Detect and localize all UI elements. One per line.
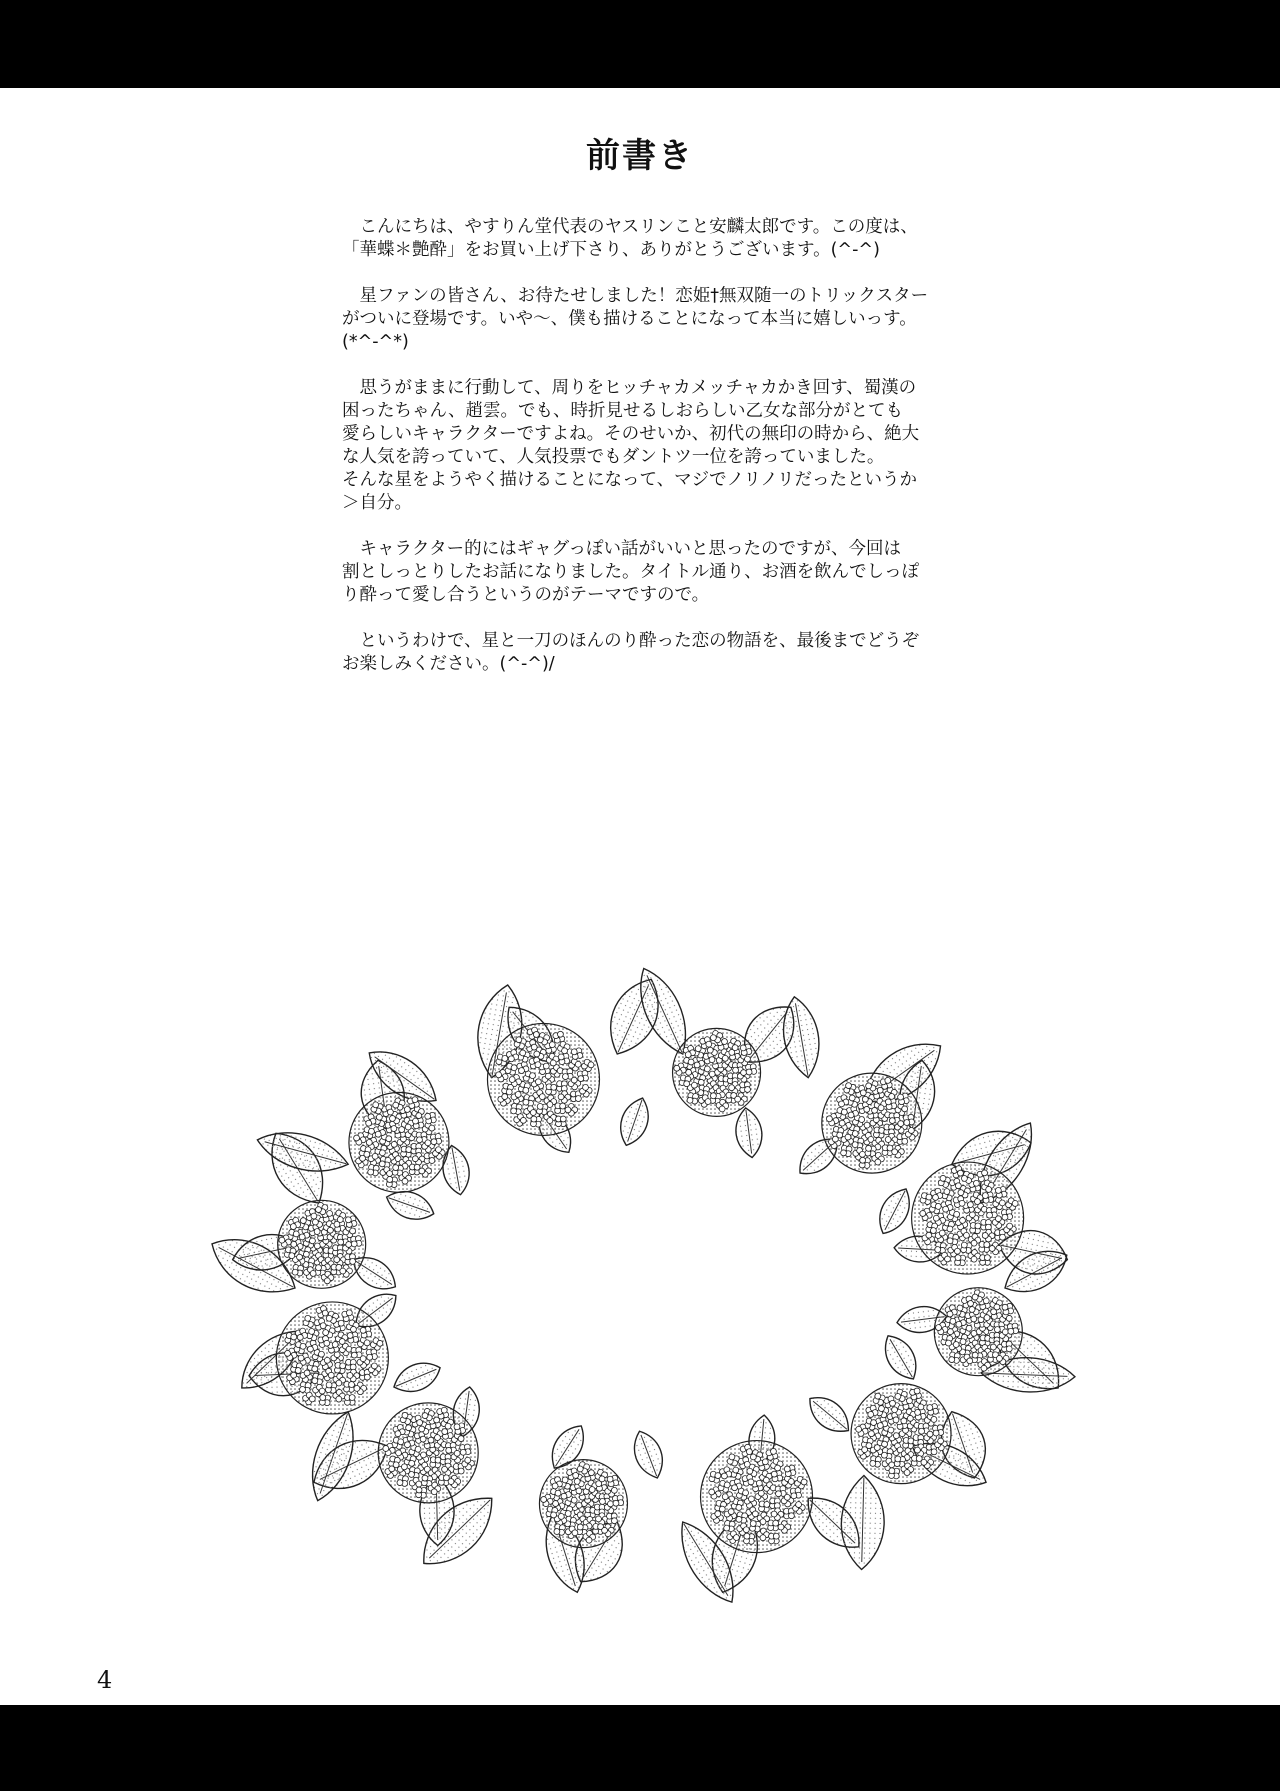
text-line: 割としっとりしたお話になりました。タイトル通り、お酒を飲んでしっぽ [342,562,920,582]
text-line: な人気を誇っていて、人気投票でもダントツ一位を誇っていました。 [342,447,885,467]
page-title: 前書き [586,136,694,176]
page-number: 4 [97,1666,113,1694]
preface-paragraph [342,377,1002,515]
text-line: こんにちは、やすりん堂代表のヤスリンこと安麟太郎です。この度は、 [342,217,918,237]
preface-paragraph [342,285,1002,354]
text-line: キャラクター的にはギャグっぽい話がいいと思ったのですが、今回は [342,539,901,559]
text-line: お楽しみください。(^-^)/ [342,654,555,674]
flower-wreath-icon [205,963,1095,1603]
text-line: というわけで、星と一刀のほんのり酔った恋の物語を、最後までどうぞ [342,631,920,651]
preface-paragraph [342,538,1002,607]
preface-paragraph [342,630,1002,676]
text-line: 「華蝶＊艶酔」をお買い上げ下さり、ありがとうございます。(^-^) [342,240,880,260]
text-line: 星ファンの皆さん、お待たせしました！恋姫†無双随一のトリックスター [342,286,929,306]
preface-paragraph [342,216,1002,262]
text-line: ＞自分。 [342,493,412,513]
text-line: 困ったちゃん、趙雲。でも、時折見せるしおらしい乙女な部分がとても [342,401,904,421]
text-line: (*^-^*) [342,332,409,352]
bottom-black-bar [0,1705,1280,1791]
text-line: がついに登場です。いや〜、僕も描けることになって本当に嬉しいっす。 [342,309,917,329]
preface-body [342,216,1002,699]
text-line: り酔って愛し合うというのがテーマですので。 [342,585,710,605]
text-line: 思うがままに行動して、周りをヒッチャカメッチャカかき回す、蜀漢の [342,378,917,398]
text-line: そんな星をようやく描けることになって、マジでノリノリだったというか [342,470,918,490]
document-page [0,88,1280,1705]
text-line: 愛らしいキャラクターですよね。そのせいか、初代の無印の時から、絶大 [342,424,920,444]
top-black-bar [0,0,1280,88]
